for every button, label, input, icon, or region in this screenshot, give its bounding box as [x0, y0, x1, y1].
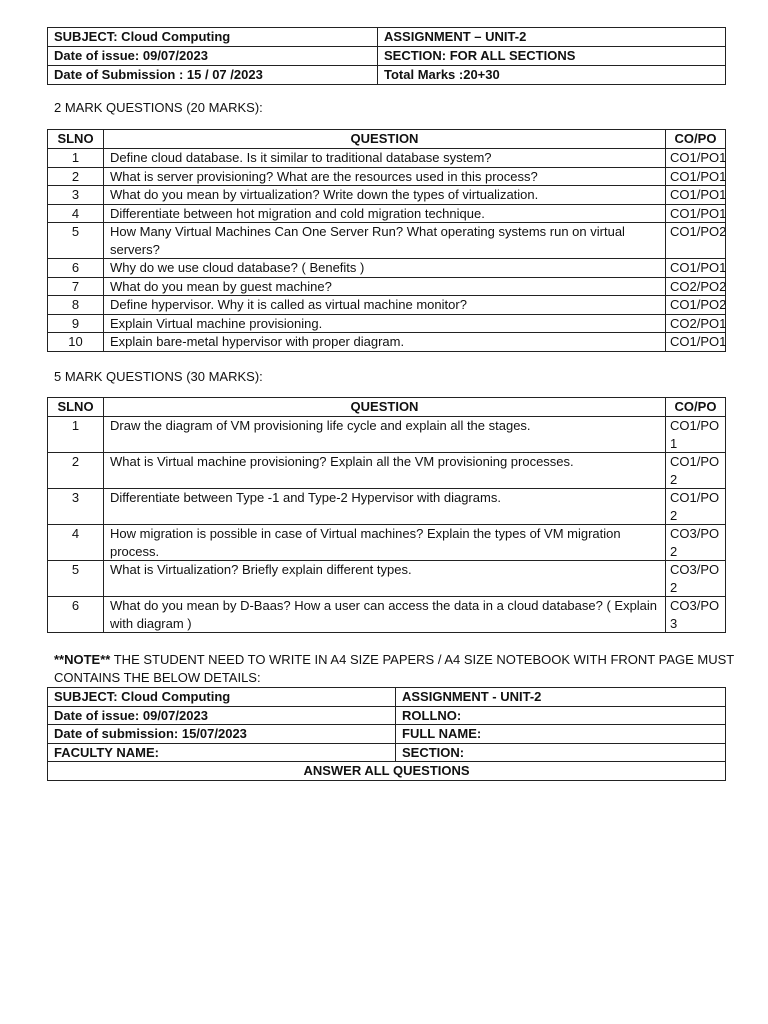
- question-cell: What do you mean by D-Baas? How a user can access the data in a cloud database? ( Explain with diagram ): [104, 597, 666, 633]
- slno-cell: 8: [48, 296, 104, 315]
- col-copo: CO/PO: [666, 398, 726, 417]
- slno-cell: 6: [48, 597, 104, 633]
- table-row: [48, 259, 726, 278]
- slno-cell: 6: [48, 259, 104, 278]
- slno-cell: 4: [48, 525, 104, 561]
- question-cell: How Many Virtual Machines Can One Server Run? What operating systems run on virtual servers?: [104, 223, 666, 259]
- slno-cell: 5: [48, 223, 104, 259]
- table-row: [48, 525, 726, 561]
- col-copo: CO/PO: [666, 130, 726, 149]
- table-row: [48, 223, 726, 259]
- copo-cell: CO1/PO1: [666, 259, 726, 278]
- table-row: [48, 314, 726, 333]
- copo-cell: CO1/PO1: [666, 204, 726, 223]
- fp-assignment-cell: ASSIGNMENT - UNIT-2: [396, 688, 726, 707]
- table-row: [48, 417, 726, 453]
- two-mark-heading: 2 MARK QUESTIONS (20 MARKS):: [54, 100, 263, 115]
- copo-cell: CO3/PO3: [666, 597, 726, 633]
- slno-cell: 1: [48, 417, 104, 453]
- fp-full-name-cell: FULL NAME:: [396, 725, 726, 744]
- slno-cell: 7: [48, 277, 104, 296]
- fp-section-cell: SECTION:: [396, 743, 726, 762]
- slno-cell: 5: [48, 561, 104, 597]
- front-page-row: [48, 688, 726, 707]
- question-cell: Define cloud database. Is it similar to traditional database system?: [104, 149, 666, 168]
- copo-cell: CO1/PO1: [666, 186, 726, 205]
- table-header-row: [48, 130, 726, 149]
- question-cell: How migration is possible in case of Virtual machines? Explain the types of VM migration process.: [104, 525, 666, 561]
- five-mark-table: [47, 397, 726, 633]
- question-cell: What do you mean by virtualization? Write down the types of virtualization.: [104, 186, 666, 205]
- copo-cell: CO2/PO1: [666, 314, 726, 333]
- note-paragraph: [54, 651, 734, 687]
- fp-date-issue-cell: Date of issue: 09/07/2023: [48, 706, 396, 725]
- table-row: [48, 597, 726, 633]
- fp-date-submission-cell: Date of submission: 15/07/2023: [48, 725, 396, 744]
- question-cell: What is Virtualization? Briefly explain different types.: [104, 561, 666, 597]
- front-page-row: [48, 706, 726, 725]
- slno-cell: 4: [48, 204, 104, 223]
- copo-cell: CO3/PO2: [666, 525, 726, 561]
- question-cell: What is Virtual machine provisioning? Explain all the VM provisioning processes.: [104, 453, 666, 489]
- table-row: [48, 277, 726, 296]
- total-marks-cell: Total Marks :20+30: [378, 66, 726, 85]
- slno-cell: 9: [48, 314, 104, 333]
- fp-rollno-cell: ROLLNO:: [396, 706, 726, 725]
- header-row: [48, 47, 726, 66]
- subject-cell: SUBJECT: Cloud Computing: [48, 28, 378, 47]
- date-submission-cell: Date of Submission : 15 / 07 /2023: [48, 66, 378, 85]
- table-row: [48, 204, 726, 223]
- question-cell: Draw the diagram of VM provisioning life cycle and explain all the stages.: [104, 417, 666, 453]
- copo-cell: CO1/PO2: [666, 296, 726, 315]
- slno-cell: 2: [48, 167, 104, 186]
- copo-cell: CO1/PO1: [666, 417, 726, 453]
- section-cell: SECTION: FOR ALL SECTIONS: [378, 47, 726, 66]
- col-slno: SLNO: [48, 130, 104, 149]
- col-question: QUESTION: [104, 398, 666, 417]
- table-row: [48, 333, 726, 352]
- slno-cell: 2: [48, 453, 104, 489]
- copo-cell: CO2/PO2: [666, 277, 726, 296]
- table-row: [48, 296, 726, 315]
- fp-subject-cell: SUBJECT: Cloud Computing: [48, 688, 396, 707]
- copo-cell: CO1/PO2: [666, 453, 726, 489]
- header-table: [47, 27, 726, 85]
- question-cell: What is server provisioning? What are the resources used in this process?: [104, 167, 666, 186]
- copo-cell: CO1/PO2: [666, 223, 726, 259]
- two-mark-table: [47, 129, 726, 352]
- five-mark-heading: 5 MARK QUESTIONS (30 MARKS):: [54, 369, 263, 384]
- fp-answer-all-cell: ANSWER ALL QUESTIONS: [48, 762, 726, 781]
- col-slno: SLNO: [48, 398, 104, 417]
- slno-cell: 10: [48, 333, 104, 352]
- table-row: [48, 561, 726, 597]
- note-label: **NOTE**: [54, 652, 111, 667]
- copo-cell: CO1/PO1: [666, 333, 726, 352]
- table-row: [48, 186, 726, 205]
- question-cell: Differentiate between hot migration and cold migration technique.: [104, 204, 666, 223]
- table-row: [48, 453, 726, 489]
- question-cell: Explain Virtual machine provisioning.: [104, 314, 666, 333]
- fp-faculty-cell: FACULTY NAME:: [48, 743, 396, 762]
- question-cell: Differentiate between Type -1 and Type-2 Hypervisor with diagrams.: [104, 489, 666, 525]
- col-question: QUESTION: [104, 130, 666, 149]
- slno-cell: 3: [48, 186, 104, 205]
- question-cell: Explain bare-metal hypervisor with proper diagram.: [104, 333, 666, 352]
- slno-cell: 1: [48, 149, 104, 168]
- copo-cell: CO1/PO1: [666, 167, 726, 186]
- question-cell: What do you mean by guest machine?: [104, 277, 666, 296]
- question-cell: Define hypervisor. Why it is called as virtual machine monitor?: [104, 296, 666, 315]
- assignment-cell: ASSIGNMENT – UNIT-2: [378, 28, 726, 47]
- front-page-row: [48, 725, 726, 744]
- table-header-row: [48, 398, 726, 417]
- question-cell: Why do we use cloud database? ( Benefits ): [104, 259, 666, 278]
- copo-cell: CO1/PO2: [666, 489, 726, 525]
- table-row: [48, 149, 726, 168]
- copo-cell: CO3/PO2: [666, 561, 726, 597]
- slno-cell: 3: [48, 489, 104, 525]
- table-row: [48, 167, 726, 186]
- table-row: [48, 489, 726, 525]
- date-issue-cell: Date of issue: 09/07/2023: [48, 47, 378, 66]
- front-page-row: [48, 743, 726, 762]
- header-row: [48, 66, 726, 85]
- front-page-table: [47, 687, 726, 781]
- note-text: THE STUDENT NEED TO WRITE IN A4 SIZE PAPERS / A4 SIZE NOTEBOOK WITH FRONT PAGE MUST CONTAINS THE BELOW DETAILS:: [54, 652, 734, 685]
- header-row: [48, 28, 726, 47]
- front-page-row: [48, 762, 726, 781]
- copo-cell: CO1/PO1: [666, 149, 726, 168]
